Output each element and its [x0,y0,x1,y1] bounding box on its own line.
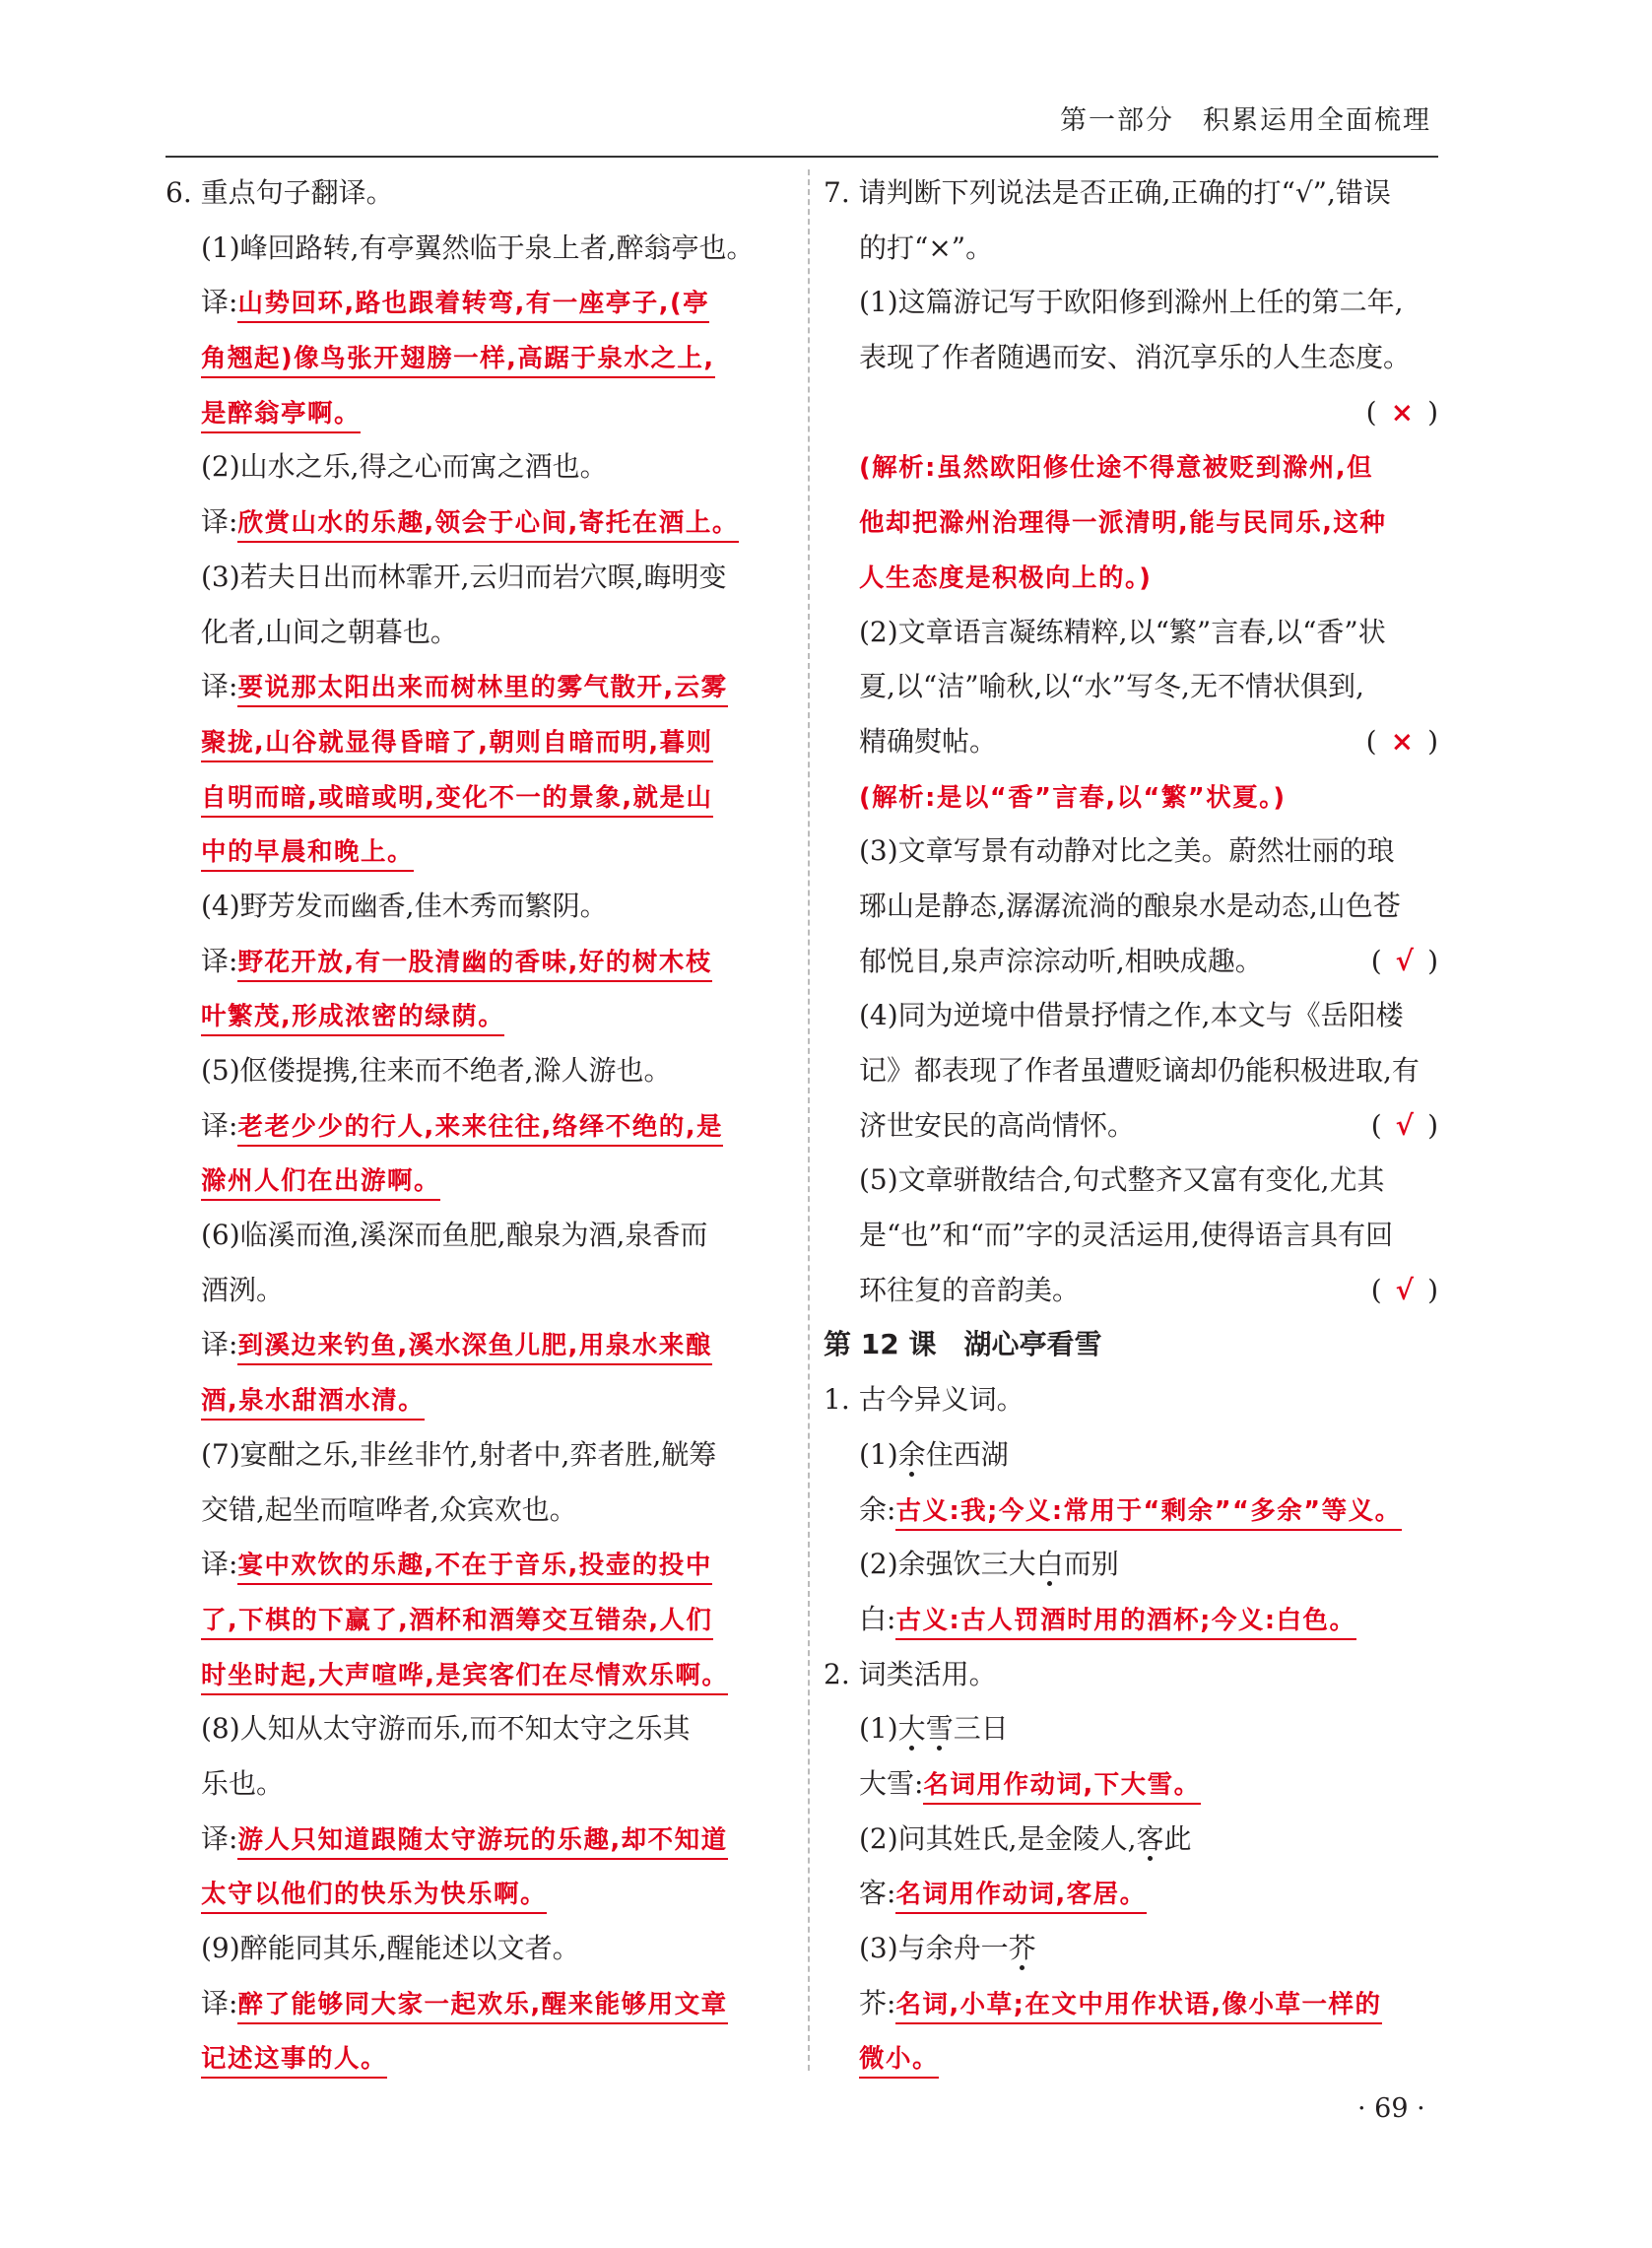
word-2-answer: 白:古义:古人罚酒时用的酒杯;今义:白色。 [824,1592,1442,1647]
answer-7-line-3: 时坐时起,大声喧哗,是宾客们在尽情欢乐啊。 [165,1647,796,1702]
judgement-5-line-3: 环往复的音韵美。 ( √ ) [824,1263,1442,1318]
answer-3-line-1: 译:要说那太阳出来而树林里的雾气散开,云雾 [165,659,796,714]
word-4-answer: 客:名词用作动词,客居。 [824,1866,1442,1921]
judgement-5-line-2: 是“也”和“而”字的灵活运用,使得语言具有回 [859,1219,1394,1252]
answer-9-line-2: 记述这事的人。 [165,2030,796,2085]
word-1: (1)余住西湖 [859,1437,1009,1471]
judgement-1-line-1: (1)这篇游记写于欧阳修到滁州上任的第二年, [859,286,1404,319]
answer-3-line-4: 中的早晨和晚上。 [165,824,796,879]
sentence-6-line-1: (6)临溪而渔,溪深而鱼肥,酿泉为酒,泉香而 [201,1219,708,1252]
word-4: (2)问其姓氏,是金陵人,客此 [859,1821,1192,1855]
answer-9-line-1: 译:醉了能够同大家一起欢乐,醒来能够用文章 [165,1976,796,2031]
judgement-4-line-3: 济世安民的高尚情怀。 ( √ ) [824,1098,1442,1154]
explain-1-line-1: (解析:虽然欧阳修仕途不得意被贬到滁州,但 [859,453,1374,484]
judgement-3-line-3: 郁悦目,泉声淙淙动听,相映成趣。 ( √ ) [824,934,1442,989]
judgement-5-mark: ( √ ) [1370,1273,1438,1306]
header-rule [165,156,1438,158]
word-3-answer: 大雪:名词用作动词,下大雪。 [824,1756,1442,1812]
explain-1-line-3: 人生态度是积极向上的。) [859,562,1153,593]
question-6-title: 6. 重点句子翻译。 [165,176,394,209]
answer-3-line-3: 自明而暗,或暗或明,变化不一的景象,就是山 [165,769,796,825]
sentence-6-line-2: 酒洌。 [201,1273,285,1306]
word-2: (2)余强饮三大白而别 [859,1548,1119,1581]
answer-7-line-2: 了,下棋的下赢了,酒杯和酒筹交互错杂,人们 [165,1592,796,1647]
judgement-4-line-1: (4)同为逆境中借景抒情之作,本文与《岳阳楼 [859,999,1404,1032]
answer-1-line-1: 译:山势回环,路也跟着转弯,有一座亭子,(亭 [165,275,796,330]
answer-8-line-1: 译:游人只知道跟随太守游玩的乐趣,却不知道 [165,1812,796,1867]
left-column [165,165,796,2085]
answer-1-line-3: 是醉翁亭啊。 [165,385,796,440]
lesson-title: 第 12 课 湖心亭看雪 [824,1328,1102,1361]
sentence-3-line-2: 化者,山间之朝暮也。 [201,615,458,648]
word-5: (3)与余舟一芥 [859,1932,1036,1964]
judgement-3-line-2: 琊山是静态,潺潺流淌的酿泉水是动态,山色苍 [859,889,1401,922]
sentence-4: (4)野芳发而幽香,佳木秀而繁阴。 [201,889,608,922]
answer-7-line-1: 译:宴中欢饮的乐趣,不在于音乐,投壶的投中 [165,1537,796,1592]
sentence-9: (9)醉能同其乐,醒能述以文者。 [201,1932,580,1964]
question-2-title: 2. 词类活用。 [824,1657,997,1690]
right-column [824,165,1442,2085]
sentence-1: (1)峰回路转,有亭翼然临于泉上者,醉翁亭也。 [201,231,755,264]
sentence-5: (5)伛偻提携,往来而不绝者,滁人游也。 [201,1054,672,1087]
answer-6-line-2: 酒,泉水甜酒水清。 [165,1372,796,1427]
answer-4-line-1: 译:野花开放,有一股清幽的香味,好的树木枝 [165,934,796,989]
question-7-line-2: 的打“×”。 [859,231,994,264]
sentence-7-line-2: 交错,起坐而喧哗者,众宾欢也。 [201,1492,577,1526]
judgement-4-mark: ( √ ) [1370,1108,1438,1142]
question-1-title: 1. 古今异义词。 [824,1383,1024,1417]
running-header: 第一部分 积累运用全面梳理 [1060,105,1431,136]
answer-2-line-1: 译:欣赏山水的乐趣,领会于心间,寄托在酒上。 [165,495,796,550]
judgement-2-line-3: 精确熨帖。 ( × ) [824,714,1442,769]
answer-5-line-2: 滁州人们在出游啊。 [165,1153,796,1208]
sentence-8-line-2: 乐也。 [201,1766,285,1800]
judgement-1-mark: ( × ) [1365,395,1438,429]
judgement-4-line-2: 记》都表现了作者虽遭贬谪却仍能积极进取,有 [859,1054,1420,1087]
word-5-answer-line-2: 微小。 [824,2030,1442,2085]
column-divider [808,169,810,2071]
answer-1-line-2: 角翘起)像鸟张开翅膀一样,高踞于泉水之上, [165,330,796,385]
sentence-2: (2)山水之乐,得之心而寓之酒也。 [201,450,608,484]
explain-2-line-1: (解析:是以“香”言春,以“繁”状夏。) [859,782,1287,813]
word-3: (1)大雪三日 [859,1712,1009,1746]
sentence-3-line-1: (3)若夫日出而林霏开,云归而岩穴暝,晦明变 [201,560,727,593]
judgement-1-mark-line [824,385,1442,440]
question-7-line-1: 7. 请判断下列说法是否正确,正确的打“√”,错误 [824,176,1391,209]
answer-3-line-2: 聚拢,山谷就显得昏暗了,朝则自暗而明,暮则 [165,714,796,769]
answer-5-line-1: 译:老老少少的行人,来来往往,络绎不绝的,是 [165,1098,796,1154]
judgement-2-line-1: (2)文章语言凝练精粹,以“繁”言春,以“香”状 [859,615,1386,648]
answer-4-line-2: 叶繁茂,形成浓密的绿荫。 [165,988,796,1043]
judgement-3-line-1: (3)文章写景有动静对比之美。蔚然壮丽的琅 [859,834,1395,868]
judgement-3-mark: ( √ ) [1370,944,1438,977]
judgement-2-line-2: 夏,以“洁”喻秋,以“水”写冬,无不情状俱到, [859,670,1364,703]
answer-6-line-1: 译:到溪边来钓鱼,溪水深鱼儿肥,用泉水来酿 [165,1317,796,1372]
word-1-answer: 余:古义:我;今义:常用于“剩余”“多余”等义。 [824,1483,1442,1538]
word-5-answer-line-1: 芥:名词,小草;在文中用作状语,像小草一样的 [824,1976,1442,2031]
answer-8-line-2: 太守以他们的快乐为快乐啊。 [165,1866,796,1921]
sentence-7-line-1: (7)宴酣之乐,非丝非竹,射者中,弈者胜,觥筹 [201,1437,717,1471]
judgement-1-line-2: 表现了作者随遇而安、消沉享乐的人生态度。 [859,341,1412,374]
page-number: · 69 · [1357,2093,1425,2124]
sentence-8-line-1: (8)人知从太守游而乐,而不知太守之乐其 [201,1712,691,1746]
judgement-2-mark: ( × ) [1365,724,1438,758]
judgement-5-line-1: (5)文章骈散结合,句式整齐又富有变化,尤其 [859,1163,1385,1197]
explain-1-line-2: 他却把滁州治理得一派清明,能与民同乐,这种 [859,508,1387,539]
